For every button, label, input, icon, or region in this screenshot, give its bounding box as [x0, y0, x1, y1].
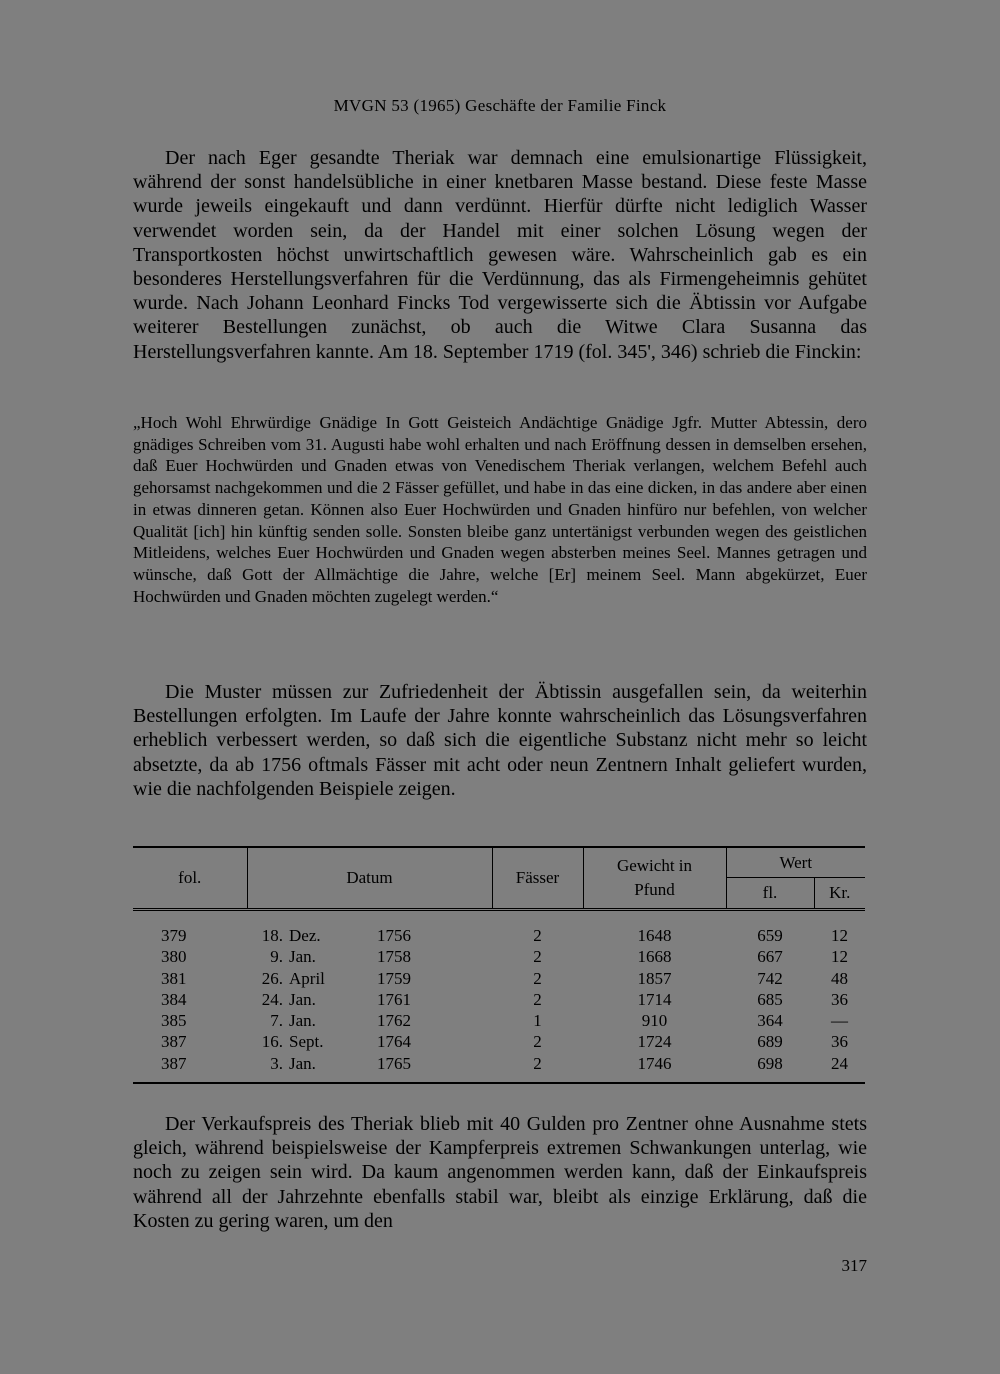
cell-month: Jan. — [289, 947, 316, 967]
cell-year: 1759 — [377, 968, 411, 988]
cell-year: 1762 — [377, 1011, 411, 1031]
header-wert: Wert — [726, 847, 865, 878]
cell-day: 18. — [261, 926, 283, 945]
cell-fasser: 1 — [533, 1011, 542, 1031]
header-fl: fl. — [726, 878, 814, 910]
cell-fol: 380 — [161, 947, 187, 967]
cell-fol: 387 — [161, 1032, 187, 1052]
table-row — [133, 1053, 865, 1083]
cell-year: 1758 — [377, 947, 411, 967]
header-fasser: Fässer — [492, 847, 583, 910]
letter-quotation: „Hoch Wohl Ehrwürdige Gnädige In Gott Geisteich Andächtige Gnädige Jgfr. Mutter Abtessin, dero gnädiges Schreiben vom 31. Augusti habe wohl erhalten und nach Eröffnung dessen in demselben ersehen, daß Euer Hochwürden und Gnaden etwas von Venedischem Theriak verlangen, welchem Befehl auch gehorsamst nachgekommen und die 2 Fässer gefüllet, und habe in das eine dicken, in das andere aber einen in etwas dinneren getan. Können also Euer Hochwürden und Gnaden hinfüro nur befehlen, von welcher Qualität [ich] hin künftig senden solle. Sonsten bleibe ganz untertänigst verbunden wegen des geistlichen Mitleidens, welches Euer Hochwürden und Gnaden wegen absterben meines Seel. Mannes getragen und wünsche, daß Gott der Allmächtige die Jahre, welche [Er] meinem Seel. Mann abgekürzet, Euer Hochwürden und Gnaden möchten zugelegt werden.“ — [133, 413, 867, 606]
cell-kr: 36 — [831, 989, 848, 1009]
cell-pfund: 1668 — [637, 947, 672, 967]
paragraph-samples: Die Muster müssen zur Zufriedenheit der Äbtissin ausgefallen sein, da weiterhin Bestellungen erfolgten. Im Laufe der Jahre konnte wahrscheinlich das Lösungsverfahren erheblich verbessert werden, so daß sich die eigentliche Substanz nicht mehr so leicht absetzte, da ab 1756 oftmals Fässer mit acht oder neun Zentnern Inhalt geliefert wurden, wie die nachfolgenden Beispiele zeigen. — [133, 681, 867, 800]
cell-pfund: 910 — [641, 1011, 668, 1031]
cell-year: 1765 — [377, 1053, 492, 1083]
delivery-table — [133, 846, 865, 1084]
cell-fol: 384 — [161, 989, 187, 1009]
table-row — [133, 946, 865, 967]
cell-fl: 659 — [757, 926, 783, 945]
cell-fl: 685 — [757, 989, 783, 1009]
cell-year: 1764 — [377, 1032, 411, 1052]
cell-kr: 48 — [831, 968, 848, 988]
cell-day: 7. — [270, 1011, 283, 1031]
table-row — [133, 989, 865, 1010]
running-header: MVGN 53 (1965) Geschäfte der Familie Finck — [333, 96, 667, 115]
cell-fol: 387 — [133, 1053, 247, 1083]
header-gewicht — [583, 847, 726, 910]
cell-month: Jan. — [289, 1011, 316, 1031]
cell-fl: 364 — [757, 1011, 783, 1031]
table-row — [133, 1010, 865, 1031]
cell-fasser: 2 — [492, 1053, 583, 1083]
cell-fl: 742 — [757, 968, 783, 988]
cell-day: 26. — [261, 968, 283, 988]
paragraph-verkaufspreis: Der Verkaufspreis des Theriak blieb mit 40 Gulden pro Zentner ohne Ausnahme stets gleich, während beispielsweise der Kampferpreis extremen Schwankungen unterlag, wie noch zu zeigen sein wird. Da kaum angenommen werden kann, daß der Einkaufspreis während all der Jahrzehnte ebenfalls stabil war, bleibt als einzige Erklärung, daß die Kosten zu gering waren, um den — [133, 1113, 867, 1232]
cell-fl: 689 — [757, 1032, 783, 1052]
paragraph-theriak-emulsion: Der nach Eger gesandte Theriak war demnach eine emulsionartige Flüssigkeit, während der sonst handelsübliche in einer knetbaren Masse bestand. Diese feste Masse wurde jeweils eingekauft und dann verdünnt. Hierfür dürfte nicht lediglich Wasser verwendet worden sein, da der Handel mit einer solchen Lösung wegen der Transportkosten höchst unwirtschaftlich gewesen wäre. Wahrscheinlich gab es ein besonderes Herstellungsverfahren für die Verdünnung, das als Firmengeheimnis gehütet wurde. Nach Johann Leonhard Fincks Tod vergewisserte sich die Äbtissin vor Aufgabe weiterer Bestellungen zunächst, ob auch die Witwe Clara Susanna das Herstellungsverfahren kannte. Am 18. September 1719 (fol. 345', 346) schrieb die Finckin: — [133, 147, 867, 363]
cell-pfund: 1724 — [637, 1032, 672, 1052]
cell-year: 1756 — [377, 926, 411, 945]
header-fol: fol. — [133, 847, 247, 910]
cell-month: Sept. — [289, 1032, 324, 1052]
cell-month: Jan. — [289, 989, 316, 1009]
table-row — [133, 968, 865, 989]
header-gewicht-line1: Gewicht in — [616, 856, 693, 875]
header-kr: Kr. — [814, 878, 865, 910]
cell-pfund: 1714 — [637, 989, 672, 1009]
cell-year: 1761 — [377, 989, 411, 1009]
cell-pfund: 1857 — [637, 968, 672, 988]
header-gewicht-line2: Pfund — [634, 880, 675, 899]
cell-month: April — [289, 968, 325, 988]
cell-month: Dez. — [289, 926, 321, 945]
cell-fol: 385 — [161, 1011, 187, 1031]
cell-fl: 667 — [757, 947, 783, 967]
cell-fl: 698 — [726, 1053, 814, 1083]
cell-day: 3. — [247, 1053, 289, 1083]
table-row — [133, 1031, 865, 1052]
table-row — [133, 910, 865, 947]
cell-month: Jan. — [289, 1053, 377, 1083]
cell-fasser: 2 — [533, 989, 542, 1009]
cell-pfund: 1746 — [583, 1053, 726, 1083]
cell-kr: 12 — [831, 947, 848, 967]
cell-kr: — — [831, 1011, 848, 1031]
cell-fasser: 2 — [533, 926, 542, 945]
cell-kr: 12 — [831, 926, 848, 945]
cell-day: 24. — [261, 989, 283, 1009]
cell-fol: 381 — [161, 968, 187, 988]
table-body — [133, 910, 865, 1084]
page-number: 317 — [841, 1256, 867, 1275]
cell-fasser: 2 — [533, 1032, 542, 1052]
header-datum: Datum — [247, 847, 492, 910]
cell-day: 9. — [270, 947, 283, 967]
cell-fol: 379 — [161, 926, 187, 945]
cell-pfund: 1648 — [637, 926, 672, 945]
cell-day: 16. — [261, 1032, 283, 1052]
cell-fasser: 2 — [533, 968, 542, 988]
cell-kr: 24 — [814, 1053, 865, 1083]
cell-kr: 36 — [831, 1032, 848, 1052]
cell-fasser: 2 — [533, 947, 542, 967]
